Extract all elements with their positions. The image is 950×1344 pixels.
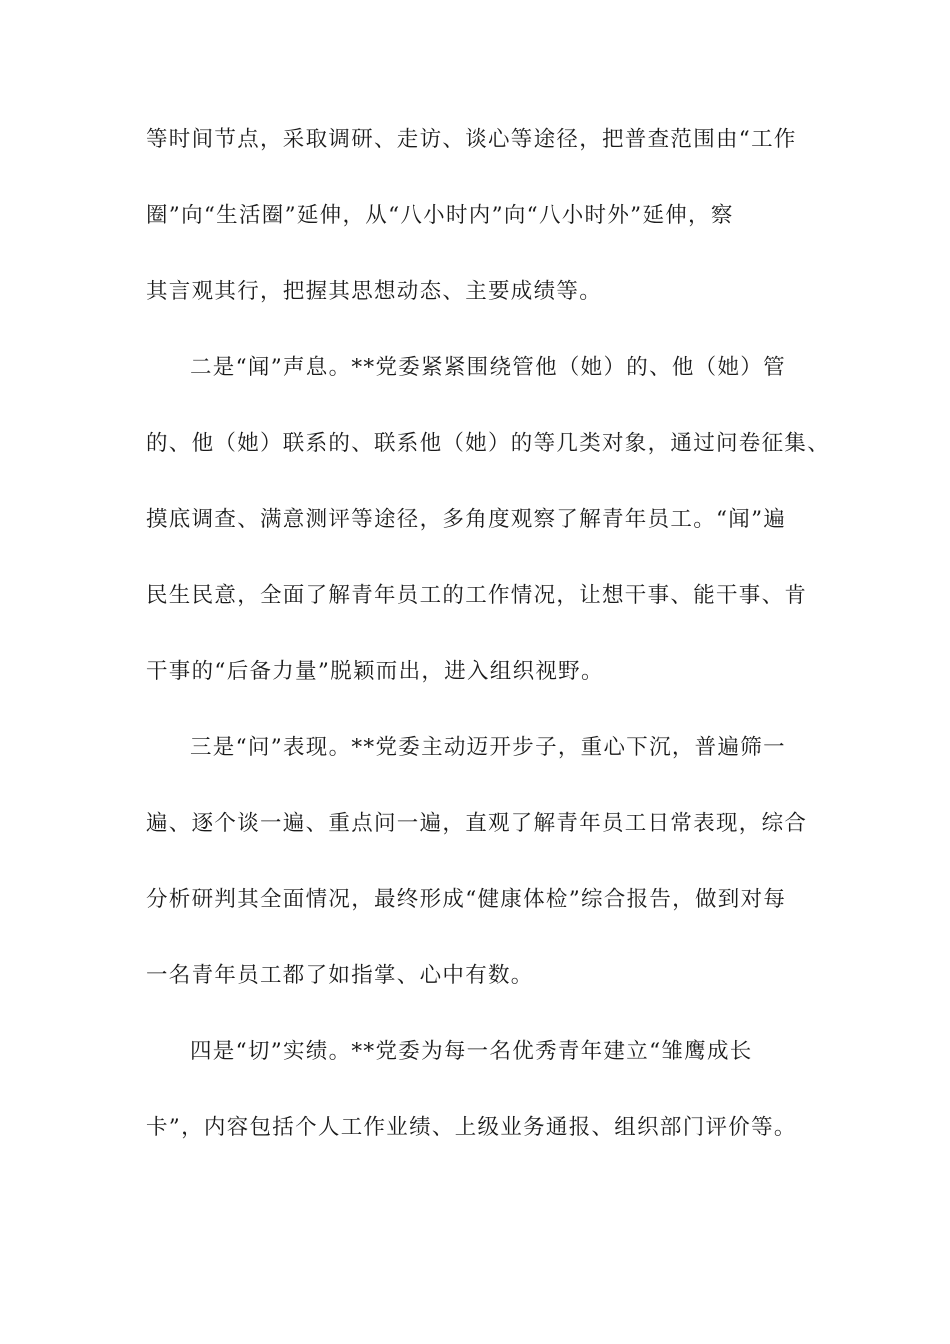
- document-body: [146, 121, 831, 1148]
- text-line: 一名青年员工都了如指掌、心中有数。: [146, 963, 534, 988]
- text-line: 干事的“后备力量”脱颖而出，进入组织视野。: [146, 659, 604, 684]
- paragraph-first-line: 二是“闻”声息。**党委紧紧围绕管他（她）的、他（她）管: [190, 355, 786, 380]
- text-line: 的、他（她）联系的、联系他（她）的等几类对象，通过问卷征集、: [146, 431, 831, 456]
- text-line: 圈”向“生活圈”延伸，从“八小时内”向“八小时外”延伸，察: [146, 203, 734, 228]
- text-line: 其言观其行，把握其思想动态、主要成绩等。: [146, 279, 603, 304]
- text-line: 遍、逐个谈一遍、重点问一遍，直观了解青年员工日常表现，综合: [146, 811, 808, 836]
- text-line: 民生民意，全面了解青年员工的工作情况，让想干事、能干事、肯: [146, 583, 808, 608]
- text-line: 摸底调查、满意测评等途径，多角度观察了解青年员工。“闻”遍: [146, 507, 787, 532]
- paragraph-first-line: 四是“切”实绩。**党委为每一名优秀青年建立“雏鹰成长: [190, 1039, 753, 1064]
- text-line: 等时间节点，采取调研、走访、谈心等途径，把普查范围由“工作: [146, 127, 797, 152]
- paragraph-first-line: 三是“问”表现。**党委主动迈开步子，重心下沉，普遍筛一: [190, 735, 786, 760]
- text-line: 卡”，内容包括个人工作业绩、上级业务通报、组织部门评价等。: [146, 1115, 797, 1140]
- text-line: 分析研判其全面情况，最终形成“健康体检”综合报告，做到对每: [146, 887, 787, 912]
